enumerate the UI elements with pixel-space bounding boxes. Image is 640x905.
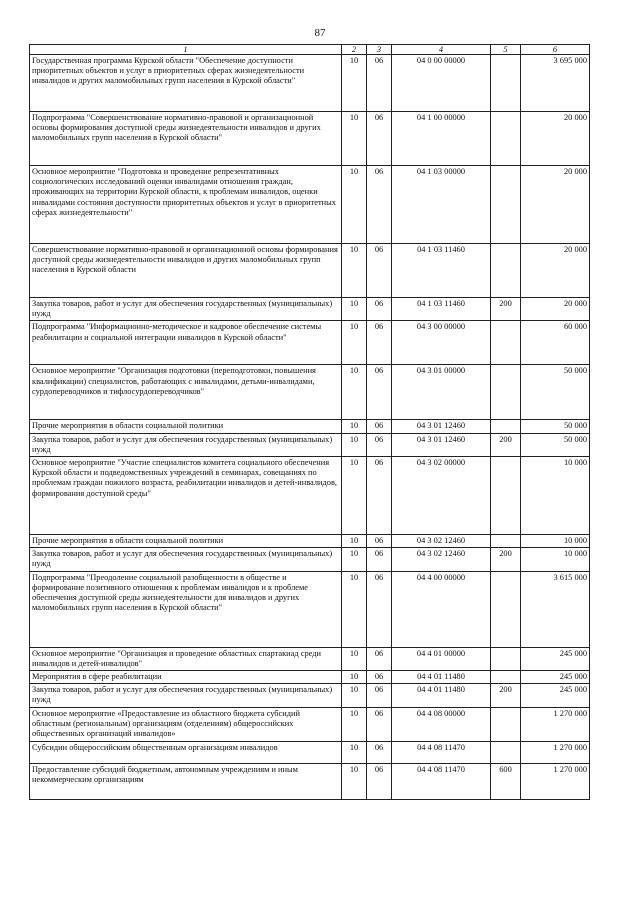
amount-cell: 50 000 xyxy=(521,420,590,433)
table-row xyxy=(30,571,590,647)
target-article-cell: 04 3 01 12460 xyxy=(392,420,491,433)
section-code-cell: 10 xyxy=(342,420,367,433)
expense-type-cell xyxy=(491,420,521,433)
table-row xyxy=(30,763,590,799)
row-name-cell: Подпрограмма "Совершенствование нормативно-правовой и организационной основы формирования доступной среды жизнедеятельности инвалидов и других маломобильных групп населения в Курской области" xyxy=(30,112,342,166)
section-code-cell: 10 xyxy=(342,112,367,166)
subsection-code-cell: 06 xyxy=(367,741,392,763)
table-row xyxy=(30,433,590,456)
target-article-cell: 04 0 00 00000 xyxy=(392,55,491,112)
expense-type-cell xyxy=(491,741,521,763)
target-article-cell: 04 1 03 11460 xyxy=(392,298,491,321)
section-code-cell: 10 xyxy=(342,548,367,571)
subsection-code-cell: 06 xyxy=(367,112,392,166)
row-name-cell: Закупка товаров, работ и услуг для обеспечения государственных (муниципальных) нужд xyxy=(30,548,342,571)
row-name-cell: Основное мероприятие "Организация подготовки (переподготовки, повышения квалификации) специалистов, работающих с инвалидами, детьми-инвалидами, сурдопереводчиков и тифлосурдопереводчиков" xyxy=(30,365,342,420)
row-name-cell: Подпрограмма "Преодоление социальной разобщенности в обществе и формирование позитивного отношения к проблемам инвалидов и к проблеме обеспечения доступной среды жизнедеятельности для инвалидов и других маломобильных групп населения в Курской области" xyxy=(30,571,342,647)
table-row xyxy=(30,365,590,420)
amount-cell: 50 000 xyxy=(521,365,590,420)
amount-cell: 60 000 xyxy=(521,321,590,365)
table-row xyxy=(30,166,590,244)
row-name-cell: Подпрограмма "Информационно-методическое и кадровое обеспечение системы реабилитации и социальной интеграции инвалидов в Курской области" xyxy=(30,321,342,365)
column-header: 4 xyxy=(392,45,491,55)
subsection-code-cell: 06 xyxy=(367,244,392,298)
section-code-cell: 10 xyxy=(342,55,367,112)
amount-cell: 3 695 000 xyxy=(521,55,590,112)
amount-cell: 245 000 xyxy=(521,647,590,670)
expense-type-cell xyxy=(491,647,521,670)
table-row xyxy=(30,535,590,548)
expense-type-cell xyxy=(491,321,521,365)
table-row xyxy=(30,457,590,535)
target-article-cell: 04 3 02 12460 xyxy=(392,535,491,548)
table-row xyxy=(30,112,590,166)
target-article-cell: 04 3 02 12460 xyxy=(392,548,491,571)
expense-type-cell xyxy=(491,671,521,684)
budget-table xyxy=(29,44,590,800)
target-article-cell: 04 1 03 00000 xyxy=(392,166,491,244)
amount-cell: 1 270 000 xyxy=(521,707,590,741)
section-code-cell: 10 xyxy=(342,365,367,420)
section-code-cell: 10 xyxy=(342,671,367,684)
subsection-code-cell: 06 xyxy=(367,684,392,707)
target-article-cell: 04 1 00 00000 xyxy=(392,112,491,166)
subsection-code-cell: 06 xyxy=(367,420,392,433)
amount-cell: 10 000 xyxy=(521,457,590,535)
subsection-code-cell: 06 xyxy=(367,548,392,571)
section-code-cell: 10 xyxy=(342,571,367,647)
subsection-code-cell: 06 xyxy=(367,166,392,244)
target-article-cell: 04 4 01 11480 xyxy=(392,684,491,707)
amount-cell: 1 270 000 xyxy=(521,741,590,763)
row-name-cell: Мероприятия в сфере реабилитации xyxy=(30,671,342,684)
expense-type-cell xyxy=(491,244,521,298)
amount-cell: 3 615 000 xyxy=(521,571,590,647)
subsection-code-cell: 06 xyxy=(367,433,392,456)
row-name-cell: Прочие мероприятия в области социальной политики xyxy=(30,535,342,548)
amount-cell: 20 000 xyxy=(521,166,590,244)
expense-type-cell: 200 xyxy=(491,548,521,571)
section-code-cell: 10 xyxy=(342,741,367,763)
subsection-code-cell: 06 xyxy=(367,365,392,420)
row-name-cell: Основное мероприятие "Участие специалистов комитета социального обеспечения Курской области и подведомственных учреждений в семинарах, совещаниях по проблемам граждан пожилого возраста, реабилитации инвалидов и детей-инвалидов, формирования доступной среды" xyxy=(30,457,342,535)
row-name-cell: Совершенствование нормативно-правовой и организационной основы формирования доступной среды жизнедеятельности инвалидов и других маломобильных групп населения в Курской области xyxy=(30,244,342,298)
amount-cell: 20 000 xyxy=(521,244,590,298)
expense-type-cell xyxy=(491,112,521,166)
table-row xyxy=(30,298,590,321)
section-code-cell: 10 xyxy=(342,535,367,548)
amount-cell: 10 000 xyxy=(521,535,590,548)
target-article-cell: 04 4 08 00000 xyxy=(392,707,491,741)
expense-type-cell: 200 xyxy=(491,684,521,707)
amount-cell: 50 000 xyxy=(521,433,590,456)
page-number: 87 xyxy=(314,27,326,39)
amount-cell: 20 000 xyxy=(521,298,590,321)
expense-type-cell: 200 xyxy=(491,298,521,321)
section-code-cell: 10 xyxy=(342,763,367,799)
amount-cell: 245 000 xyxy=(521,684,590,707)
column-header: 3 xyxy=(367,45,392,55)
expense-type-cell xyxy=(491,55,521,112)
table-row xyxy=(30,548,590,571)
subsection-code-cell: 06 xyxy=(367,647,392,670)
expense-type-cell xyxy=(491,365,521,420)
subsection-code-cell: 06 xyxy=(367,535,392,548)
row-name-cell: Закупка товаров, работ и услуг для обеспечения государственных (муниципальных) нужд xyxy=(30,684,342,707)
expense-type-cell: 200 xyxy=(491,433,521,456)
amount-cell: 1 270 000 xyxy=(521,763,590,799)
target-article-cell: 04 1 03 11460 xyxy=(392,244,491,298)
target-article-cell: 04 3 02 00000 xyxy=(392,457,491,535)
target-article-cell: 04 4 08 11470 xyxy=(392,763,491,799)
target-article-cell: 04 4 00 00000 xyxy=(392,571,491,647)
expense-type-cell xyxy=(491,535,521,548)
row-name-cell: Основное мероприятие "Организация и проведение областных спартакиад среди инвалидов и детей-инвалидов" xyxy=(30,647,342,670)
table-row xyxy=(30,55,590,112)
expense-type-cell xyxy=(491,166,521,244)
amount-cell: 10 000 xyxy=(521,548,590,571)
section-code-cell: 10 xyxy=(342,321,367,365)
section-code-cell: 10 xyxy=(342,244,367,298)
section-code-cell: 10 xyxy=(342,433,367,456)
target-article-cell: 04 4 01 11480 xyxy=(392,671,491,684)
row-name-cell: Государственная программа Курской области "Обеспечение доступности приоритетных объектов и услуг в приоритетных сферах жизнедеятельности инвалидов и других маломобильных групп населения в Курской области" xyxy=(30,55,342,112)
row-name-cell: Основное мероприятие "Подготовка и проведение репрезентативных социологических исследований оценки инвалидами отношения граждан, проживающих на территории Курской области, к проблемам инвалидов, оценки инвалидами состояния доступности приоритетных объектов и услуг в приоритетных сферах жизнедеятельности" xyxy=(30,166,342,244)
target-article-cell: 04 3 01 00000 xyxy=(392,365,491,420)
row-name-cell: Прочие мероприятия в области социальной политики xyxy=(30,420,342,433)
target-article-cell: 04 4 08 11470 xyxy=(392,741,491,763)
subsection-code-cell: 06 xyxy=(367,763,392,799)
section-code-cell: 10 xyxy=(342,684,367,707)
expense-type-cell xyxy=(491,707,521,741)
amount-cell: 245 000 xyxy=(521,671,590,684)
column-number-row xyxy=(30,45,590,55)
expense-type-cell xyxy=(491,457,521,535)
column-header: 6 xyxy=(521,45,590,55)
column-header: 2 xyxy=(342,45,367,55)
table-row xyxy=(30,684,590,707)
target-article-cell: 04 3 00 00000 xyxy=(392,321,491,365)
table-row xyxy=(30,707,590,741)
section-code-cell: 10 xyxy=(342,647,367,670)
subsection-code-cell: 06 xyxy=(367,571,392,647)
table-row xyxy=(30,671,590,684)
section-code-cell: 10 xyxy=(342,707,367,741)
subsection-code-cell: 06 xyxy=(367,707,392,741)
row-name-cell: Закупка товаров, работ и услуг для обеспечения государственных (муниципальных) нужд xyxy=(30,298,342,321)
column-header: 1 xyxy=(30,45,342,55)
target-article-cell: 04 4 01 00000 xyxy=(392,647,491,670)
table-row xyxy=(30,647,590,670)
subsection-code-cell: 06 xyxy=(367,55,392,112)
section-code-cell: 10 xyxy=(342,298,367,321)
subsection-code-cell: 06 xyxy=(367,457,392,535)
row-name-cell: Основное мероприятие «Предоставление из областного бюджета субсидий областным (региональным) организациям (отделениям) общероссийских общественных организаций инвалидов» xyxy=(30,707,342,741)
table-row xyxy=(30,741,590,763)
target-article-cell: 04 3 01 12460 xyxy=(392,433,491,456)
section-code-cell: 10 xyxy=(342,457,367,535)
subsection-code-cell: 06 xyxy=(367,671,392,684)
row-name-cell: Закупка товаров, работ и услуг для обеспечения государственных (муниципальных) нужд xyxy=(30,433,342,456)
amount-cell: 20 000 xyxy=(521,112,590,166)
section-code-cell: 10 xyxy=(342,166,367,244)
expense-type-cell xyxy=(491,571,521,647)
table-row xyxy=(30,420,590,433)
subsection-code-cell: 06 xyxy=(367,298,392,321)
row-name-cell: Предоставление субсидий бюджетным, автономным учреждениям и иным некоммерческим организациям xyxy=(30,763,342,799)
subsection-code-cell: 06 xyxy=(367,321,392,365)
row-name-cell: Субсидии общероссийским общественным организациям инвалидов xyxy=(30,741,342,763)
table-row xyxy=(30,244,590,298)
table-body xyxy=(30,55,590,800)
table-row xyxy=(30,321,590,365)
column-header: 5 xyxy=(491,45,521,55)
expense-type-cell: 600 xyxy=(491,763,521,799)
